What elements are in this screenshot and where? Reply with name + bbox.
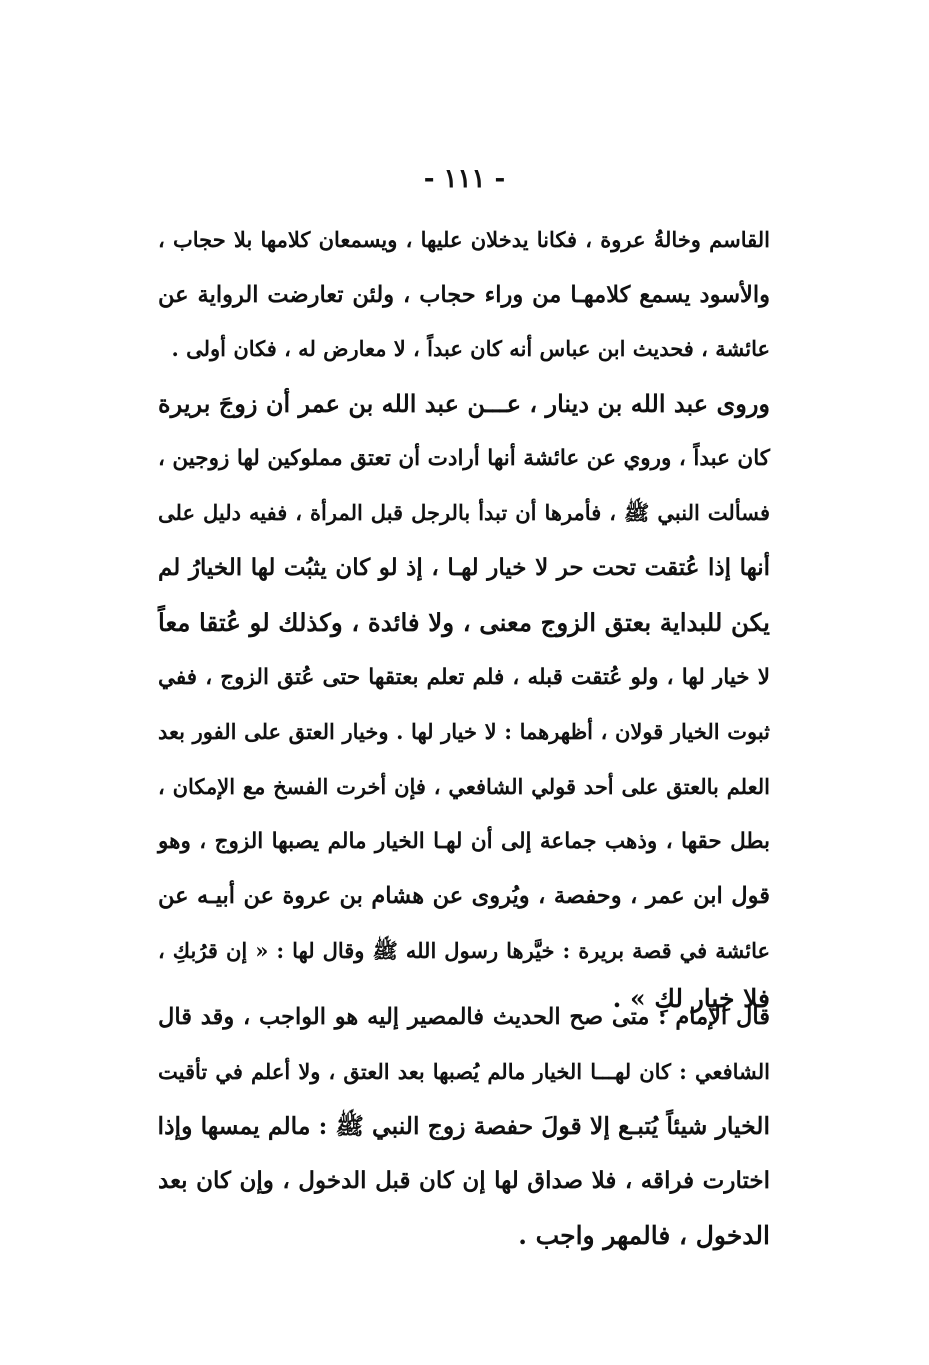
text-line: كان عبداً ، وروي عن عائشة أنها أرادت أن تعتق مملوكين لها زوجين ، xyxy=(158,445,770,471)
text-line: يكن للبداية بعتق الزوج معنى ، ولا فائدة ، وكذلك لو عُتقا معاً xyxy=(158,607,770,637)
text-line: عائشة ، فحديث ابن عباس أنه كان عبداً ، لا معارض له ، فكان أولى . xyxy=(171,336,770,362)
text-line: وروى عبد الله بن دينار ، عـــن عبد الله بن عمر أن زوجَ بريرة xyxy=(158,389,770,419)
text-line: فسألت النبي ﷺ ، فأمرها أن تبدأ بالرجل قبل المرأة ، ففيه دليل على xyxy=(158,500,770,526)
text-line: عائشة في قصة بريرة : خيَّرها رسول الله ﷺ وقال لها : « إن قرُبكِ ، xyxy=(158,937,770,963)
page-number: - ١١١ - xyxy=(423,164,506,194)
text-line: القاسم وخالةُ عروة ، فكانا يدخلان عليها ، ويسمعان كلامها بلا حجاب ، xyxy=(158,227,770,252)
text-line: الخيار شيئاً يُتبـع إلا قولَ حفصة زوج النبي ﷺ : مالم يمسها وإذا xyxy=(157,1112,770,1141)
text-line: فلا خِيار لكِ » . xyxy=(612,983,770,1013)
text-line: قال الإمام : متى صح الحديث فالمصير إليه هو الواجب ، وقد قال xyxy=(158,1004,770,1030)
text-line: والأسود يسمع كلامهـا من وراء حجاب ، ولئن تعارضت الرواية عن xyxy=(158,281,770,308)
text-line: لا خيار لها ، ولو عُتقت قبله ، فلم تعلم بعتقها حتى عُتق الزوج ، ففي xyxy=(158,664,770,690)
text-line: قول ابن عمر ، وحفصة ، ويُروى عن هشام بن عروة عن أبيـه عن xyxy=(158,883,770,910)
text-line: الشافعي : كان لهـــا الخيار مالم يُصبها بعد العتق ، ولا أعلم في تأقيت xyxy=(158,1058,770,1084)
text-line: أنها إذا عُتقت تحت حر لا خيار لهـا ، إذ لو كان يثبُت لها الخيارُ لم xyxy=(158,554,770,582)
text-line: العلم بالعتق على أحد قولي الشافعي ، فإن أخرت الفسخ مع الإمكان ، xyxy=(158,773,770,799)
text-line: الدخول ، فالمهر واجب . xyxy=(518,1220,770,1250)
text-line: بطل حقها ، وذهب جماعة إلى أن لهـا الخيار مالم يصبها الزوج ، وهو xyxy=(158,828,770,854)
paragraph-1 xyxy=(158,213,770,1019)
paragraph-2 xyxy=(158,990,770,1263)
text-line: ثبوت الخيار قولان ، أظهرهما : لا خيار لها . وخيار العتق على الفور بعد xyxy=(158,719,770,745)
text-line: اختارت فراقه ، فلا صداق لها إن كان قبل الدخول ، وإن كان بعد xyxy=(158,1167,770,1195)
